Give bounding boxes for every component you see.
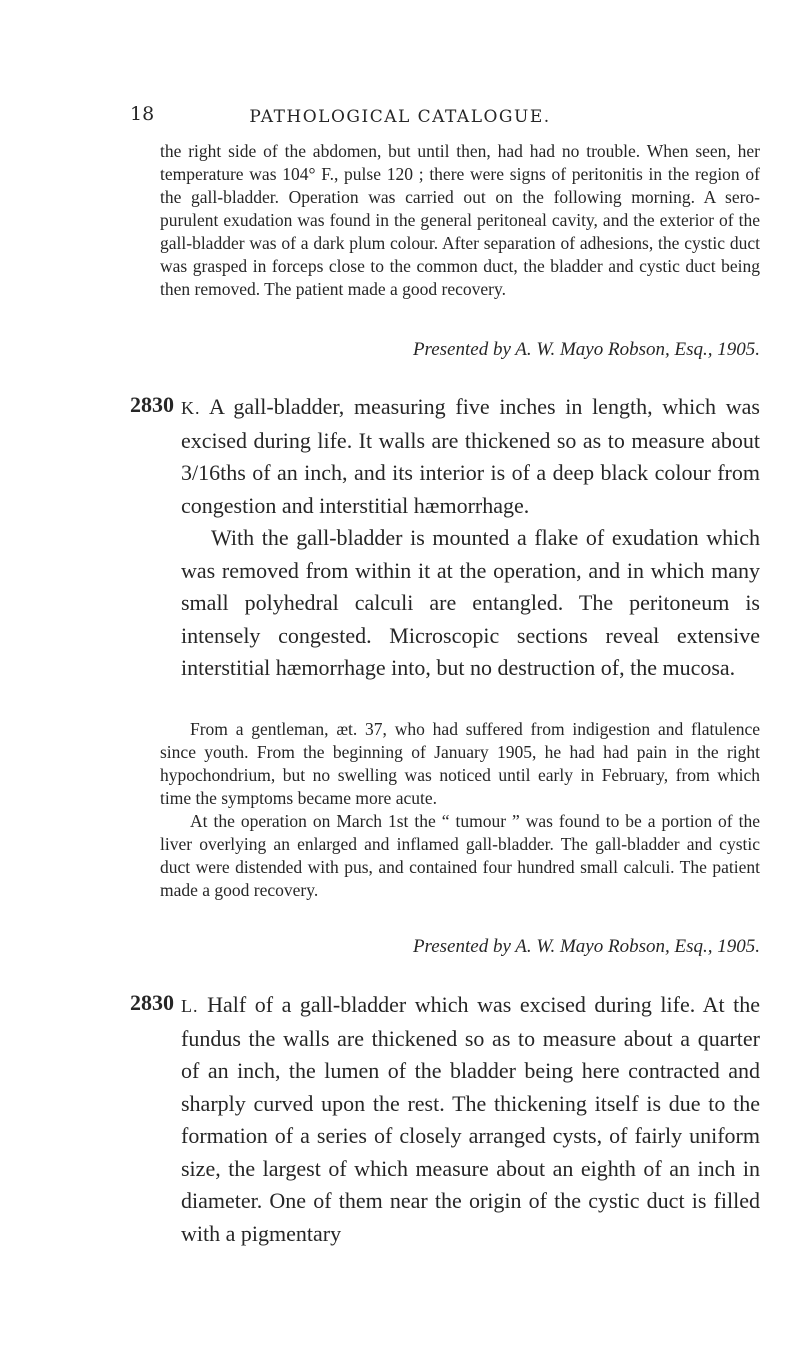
entry-k-number-text: 2830 <box>130 392 174 417</box>
entry-k-letter: K. <box>181 398 201 418</box>
entry-k-presented-by <box>160 936 760 958</box>
continuation-presented-by <box>160 339 760 361</box>
entry-l-description-paragraph <box>181 989 760 1250</box>
continuation-paragraph <box>160 140 760 301</box>
entry-k-history-2: At the operation on March 1st the “ tumour ” was found to be a portion of the liver overlying an enlarged and inflamed gall-bladder. The gall-bladder and cystic duct were distended with pus, and contained four hundred small calculi. The patient made a good recovery. <box>160 811 760 900</box>
entry-l-description-text: Half of a gall-bladder which was excised during life. At the fundus the walls are thickened so as to measure about a quarter of an inch, the lumen of the bladder being here contracted and sharply curved upon the rest. The thickening itself is due to the formation of a series of closely arranged cysts, of fairly uniform size, the largest of which measure about an eighth of an inch in diameter. One of them near the origin of the cystic duct is filled with a pigmentary <box>181 992 761 1246</box>
entry-k-description <box>181 391 760 685</box>
running-head: PATHOLOGICAL CATALOGUE. <box>249 107 551 127</box>
page-number: 18 <box>130 103 155 125</box>
entry-l-letter: L. <box>181 996 199 1016</box>
continuation-presented-by-text: Presented by A. W. Mayo Robson, Esq., 1905. <box>412 339 760 360</box>
entry-l-number-text: 2830 <box>130 990 174 1015</box>
entry-k-number <box>130 392 174 418</box>
entry-k-history <box>160 718 760 902</box>
entry-k-description-1-text: A gall-bladder, measuring five inches in length, which was excised during life. It walls are thickened so as to measure about 3/16ths of an inch, and its interior is of a deep black colour from congestion and interstitial hæmorrhage. <box>181 394 760 518</box>
entry-k-presented-by-text: Presented by A. W. Mayo Robson, Esq., 1905. <box>412 936 760 957</box>
entry-l-number <box>130 990 174 1016</box>
entry-l-description <box>181 989 760 1250</box>
entry-k-description-2: With the gall-bladder is mounted a flake of exudation which was removed from within it at the operation, and in which many small polyhedral calculi are entangled. The peritoneum is intensely congested. Microscopic sections reveal extensive interstitial hæmorrhage into, but no destruction of, the mucosa. <box>181 525 760 680</box>
entry-k-description-1 <box>181 391 760 522</box>
continuation-text: the right side of the abdomen, but until then, had had no trouble. When seen, her temperature was 104° F., pulse 120 ; there were signs of peritonitis in the region of the gall-bladder. Operation was carried out on the following morning. A sero-purulent exudation was found in the general peritoneal cavity, and the exterior of the gall-bladder was of a dark plum colour. After separation of adhesions, the cystic duct was grasped in forceps close to the common duct, the bladder and cystic duct being then removed. The patient made a good recovery. <box>160 141 760 299</box>
entry-k-history-1: From a gentleman, æt. 37, who had suffered from indigestion and flatulence since youth. From the beginning of January 1905, he had had pain in the right hypochondrium, but no swelling was noticed until early in February, from which time the symptoms became more acute. <box>160 719 760 808</box>
